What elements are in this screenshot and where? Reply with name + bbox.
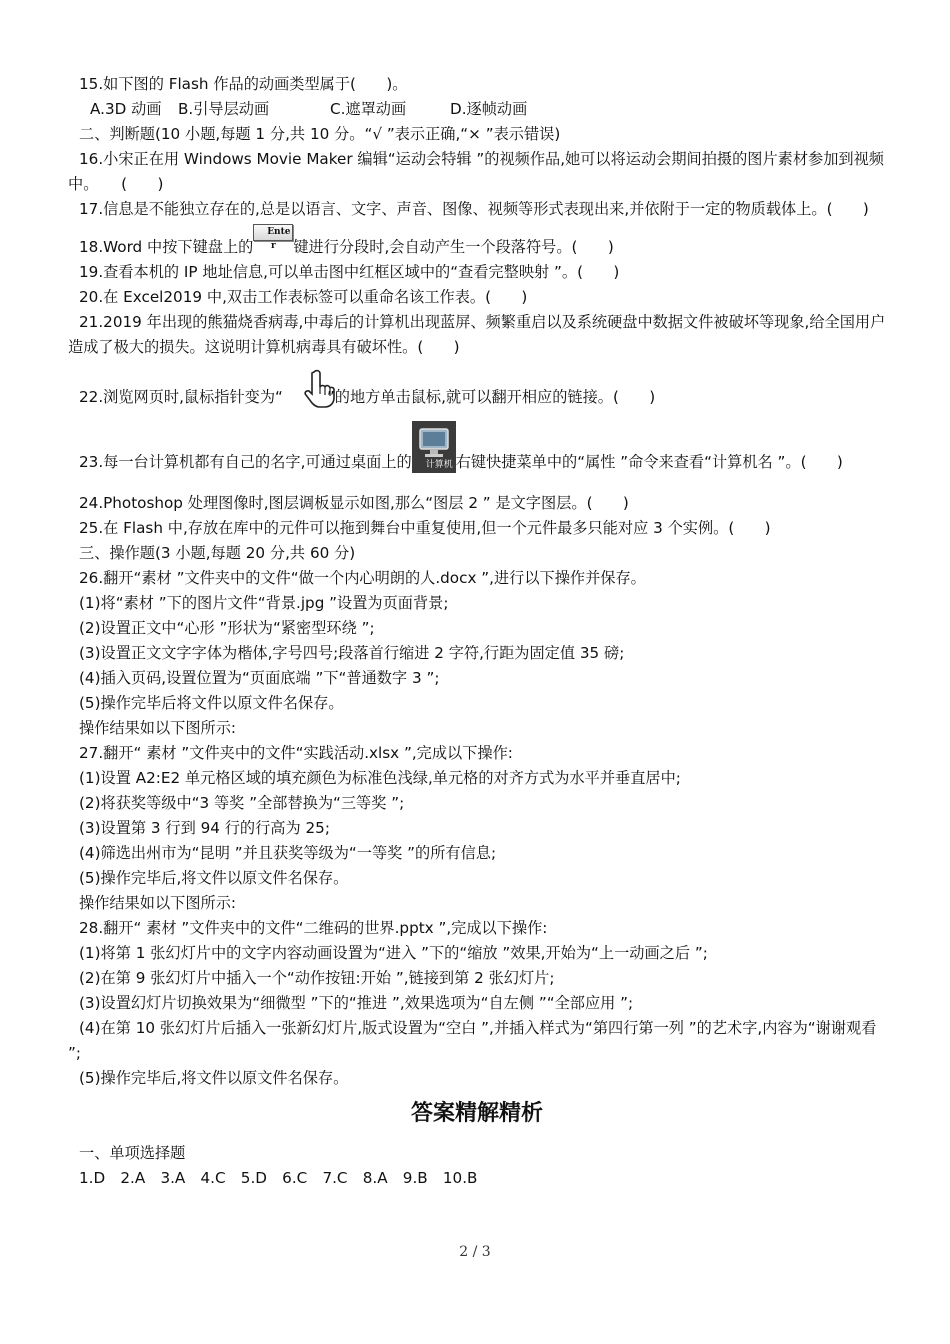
page-number: 2 / 3 [459,1244,491,1260]
q27-step-5: (5)操作完毕后,将文件以原文件名保存。 [79,869,349,887]
question-22-before: 22.浏览网页时,鼠标指针变为“ [79,388,283,406]
question-25: 25.在 Flash 中,存放在库中的元件可以拖到舞台中重复使用,但一个元件最多只能对应 3 个实例。( ) [79,519,771,537]
q27-result: 操作结果如以下图所示: [79,894,236,912]
option-b: B.引导层动画 [178,100,270,118]
question-18 [68,224,886,260]
q28-step-4: (4)在第 10 张幻灯片后插入一张新幻灯片,版式设置为“空白 ”,并插入样式为“第四行第一列 ”的艺术字,内容为“谢谢观看 ”; [68,1019,877,1062]
q26-step-2: (2)设置正文中“心形 ”形状为“紧密型环绕 ”; [79,619,375,637]
q26-step-5: (5)操作完毕后将文件以原文件名保存。 [79,694,344,712]
q28-step-3: (3)设置幻灯片切换效果为“细微型 ”下的“推进 ”,效果选项为“自左侧 ”“全部应用 ”; [79,994,634,1012]
question-24: 24.Photoshop 处理图像时,图层调板显示如图,那么“图层 2 ” 是文字图层。( ) [79,494,629,512]
question-15: 15.如下图的 Flash 作品的动画类型属于( )。 [79,75,408,93]
answers-line: 1.D 2.A 3.A 4.C 5.D 6.C 7.C 8.A 9.B 10.B [79,1169,478,1187]
question-27-title: 27.翻开“ 素材 ”文件夹中的文件“实践活动.xlsx ”,完成以下操作: [79,744,513,762]
q27-step-2: (2)将获奖等级中“3 等奖 ”全部替换为“三等奖 ”; [79,794,405,812]
question-23-before: 23.每一台计算机都有自己的名字,可通过桌面上的 [79,453,412,471]
question-21: 21.2019 年出现的熊猫烧香病毒,中毒后的计算机出现蓝屏、频繁重启以及系统硬盘中数据文件被破坏等现象,给全国用户造成了极大的损失。这说明计算机病毒具有破坏性。( ) [68,313,886,356]
question-26-title: 26.翻开“素材 ”文件夹中的文件“做一个内心明朗的人.docx ”,进行以下操作并保存。 [79,569,646,587]
option-d: D.逐帧动画 [450,100,528,118]
question-20: 20.在 Excel2019 中,双击工作表标签可以重命名该工作表。( ) [79,288,528,306]
answers-heading: 答案精解精析 [410,1101,543,1126]
question-19: 19.查看本机的 IP 地址信息,可以单击图中红框区域中的“查看完整映射 ”。( ) [79,263,620,281]
q27-step-4: (4)筛选出州市为“昆明 ”并且获奖等级为“一等奖 ”的所有信息; [79,844,497,862]
option-c: C.遮罩动画 [330,100,407,118]
q28-step-2: (2)在第 9 张幻灯片中插入一个“动作按钮:开始 ”,链接到第 2 张幻灯片; [79,969,555,987]
q26-step-1: (1)将“素材 ”下的图片文件“背景.jpg ”设置为页面背景; [79,594,449,612]
enter-key-icon: Enter [253,224,293,241]
computer-icon-label: 计算机 [425,460,453,470]
question-18-before: 18.Word 中按下键盘上的 [79,238,254,256]
question-15-options [68,97,886,122]
section-3-title: 三、操作题(3 小题,每题 20 分,共 60 分) [79,544,356,562]
question-28-title: 28.翻开“ 素材 ”文件夹中的文件“二维码的世界.pptx ”,完成以下操作: [79,919,548,937]
q28-step-1: (1)将第 1 张幻灯片中的文字内容动画设置为“进入 ”下的“缩放 ”效果,开始为“上一动画之后 ”; [79,944,708,962]
question-22 [68,368,886,417]
q26-step-3: (3)设置正文文字字体为楷体,字号四号;段落首行缩进 2 字符,行距为固定值 35 磅; [79,644,625,662]
q26-result: 操作结果如以下图所示: [79,719,236,737]
question-23 [68,421,886,487]
hand-pointer-icon [283,368,327,408]
question-16: 16.小宋正在用 Windows Movie Maker 编辑“运动会特辑 ”的视频作品,她可以将运动会期间拍摄的图片素材参加到视频中。 ( ) [68,150,884,193]
answers-section-1: 一、单项选择题 [79,1144,186,1162]
q26-step-4: (4)插入页码,设置位置为“页面底端 ”下“普通数字 3 ”; [79,669,440,687]
q27-step-3: (3)设置第 3 行到 94 行的行高为 25; [79,819,330,837]
question-17: 17.信息是不能独立存在的,总是以语言、文字、声音、图像、视频等形式表现出来,并依附于一定的物质载体上。( ) [79,200,869,218]
question-18-after: 键进行分段时,会自动产生一个段落符号。( ) [293,238,614,256]
computer-icon [412,421,456,473]
q28-step-5: (5)操作完毕后,将文件以原文件名保存。 [79,1069,349,1087]
document-page [68,72,886,1191]
q27-step-1: (1)设置 A2:E2 单元格区域的填充颜色为标准色浅绿,单元格的对齐方式为水平并垂直居中; [79,769,681,787]
section-2-title: 二、判断题(10 小题,每题 1 分,共 10 分。“√ ”表示正确,“× ”表示错误) [79,125,561,143]
option-a: A.3D 动画 [90,100,162,118]
question-23-after: 右键快捷菜单中的“属性 ”命令来查看“计算机名 ”。( ) [455,453,843,471]
question-22-after: ”的地方单击鼠标,就可以翻开相应的链接。( ) [326,388,656,406]
